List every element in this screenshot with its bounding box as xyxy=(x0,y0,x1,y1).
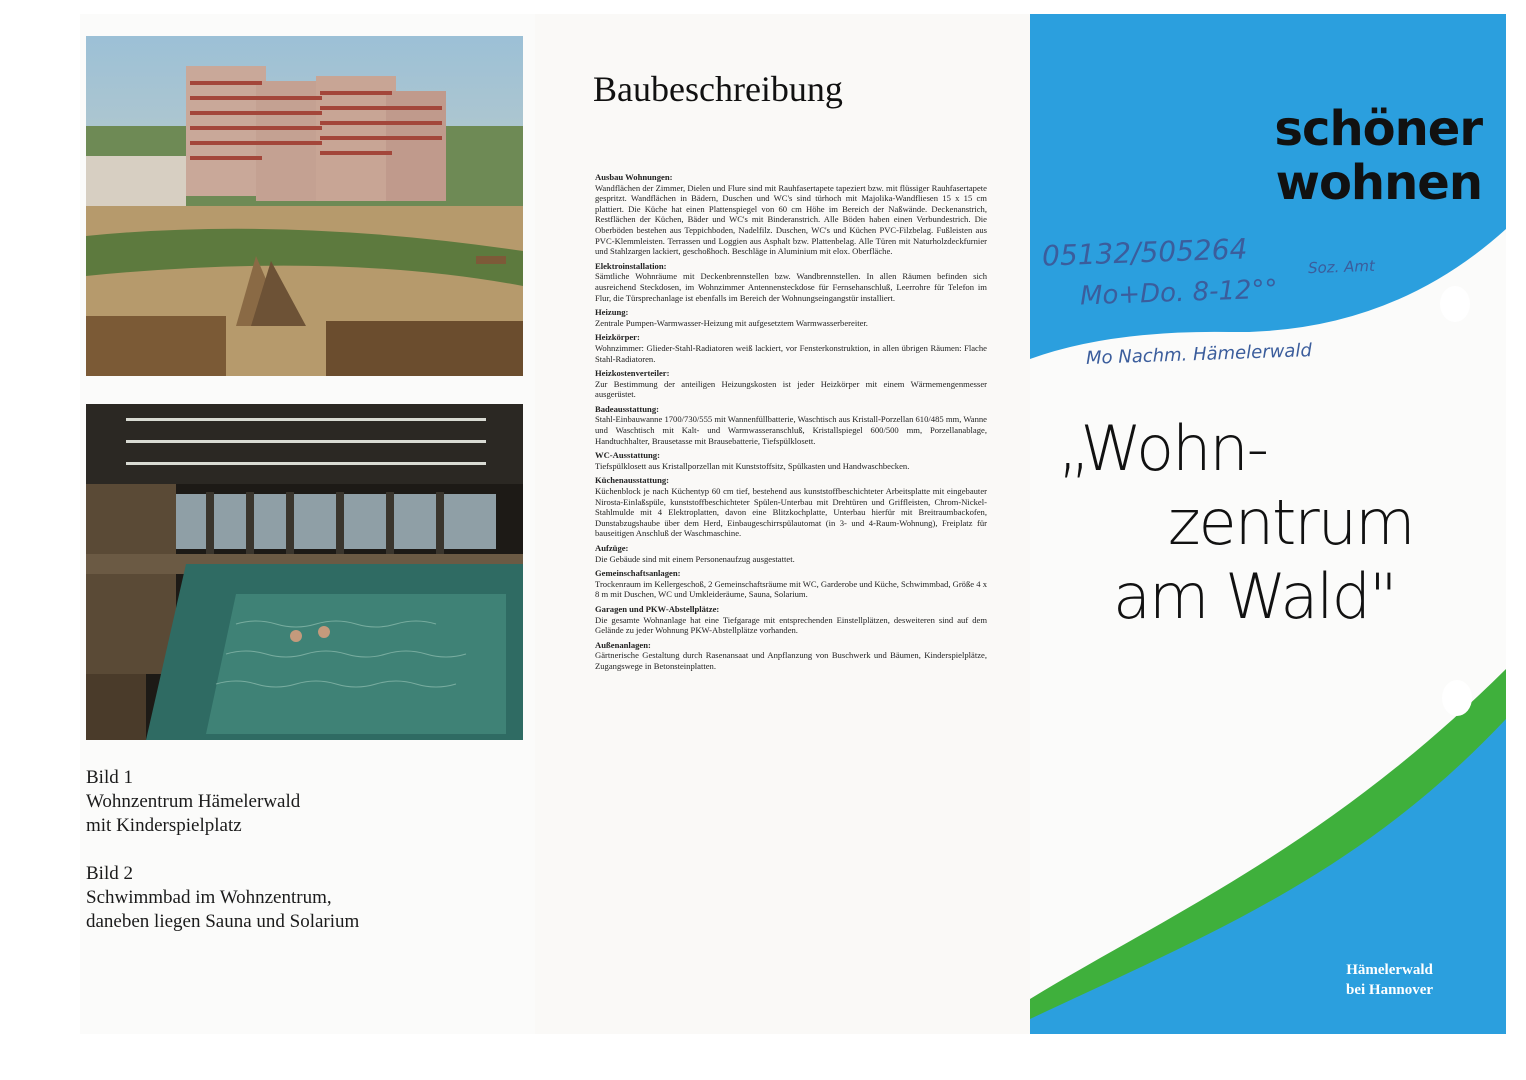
handwritten-hours: Mo+Do. 8-12°° xyxy=(1079,274,1279,312)
handwritten-note: Mo Nachm. Hämelerwald xyxy=(1085,340,1313,369)
headline-line-1: schöner xyxy=(1274,101,1482,157)
punch-hole-top xyxy=(1440,286,1470,322)
specification-list xyxy=(595,172,987,676)
spec-heading: Heizkörper: xyxy=(595,332,640,343)
spec-heading: Heizkostenverteiler: xyxy=(595,368,670,379)
spec-section xyxy=(595,261,987,303)
spec-text: Trockenraum im Kellergeschoß, 2 Gemeinschaftsräume mit WC, Garderobe und Küche, Schwimmbad, Größe 4 x 8 m mit Duschen, WC und Umkleideräume, Sauna, Solarium. xyxy=(595,578,987,600)
caption-2-line-1: Bild 2 xyxy=(86,863,133,884)
caption-2-line-3: daneben liegen Sauna und Solarium xyxy=(86,911,360,932)
spec-text: Stahl-Einbauwanne 1700/730/555 mit Wannenfüllbatterie, Waschtisch aus Kristall-Porzellan 610/485 mm, Wanne und Waschtisch mit Kalt- und Warmwasseranschluß, Kristallspiegel 600/500 mm, Porzellanablage, Handtuchhalter, Brausetasse mit Brausebatterie, Tiefspülklosett. xyxy=(595,414,987,446)
caption-photo-1 xyxy=(86,766,300,838)
cover-title xyxy=(1058,412,1413,634)
spec-text: Gärtnerische Gestaltung durch Rasenansaat und Anpflanzung von Buschwerk und Bäumen, Kinderspielplätze, Zugangswege in Betonsteinplatten. xyxy=(595,650,987,671)
title-line-1: „Wohn- xyxy=(1058,412,1268,485)
headline-line-2: wohnen xyxy=(1275,155,1482,211)
spec-section xyxy=(595,172,987,257)
caption-photo-2 xyxy=(86,862,359,934)
spec-heading: Garagen und PKW-Abstellplätze: xyxy=(595,603,720,614)
spec-section xyxy=(595,307,987,328)
spec-heading: Gemeinschaftsanlagen: xyxy=(595,568,681,579)
spec-section xyxy=(595,568,987,600)
spec-heading: Aufzüge: xyxy=(595,543,629,553)
caption-1-line-2: Wohnzentrum Hämelerwald xyxy=(86,791,301,812)
handwritten-phone: 05132/505264 xyxy=(1041,232,1248,273)
cover-location xyxy=(1346,960,1433,1000)
photo-swimming-pool xyxy=(86,404,523,740)
location-line-2: bei Hannover xyxy=(1346,982,1434,998)
spec-heading: WC-Ausstattung: xyxy=(595,450,660,461)
caption-1-line-1: Bild 1 xyxy=(86,767,133,788)
spec-text: Küchenblock je nach Küchentyp 60 cm tief, bestehend aus kunststoffbeschichteter Arbeitsplatte mit eingebauter Nirosta-Einlaßspüle, kunststoffbeschichteter Spülen-Unterbau mit Drehtüren und Griffleisten, Chrom-Nickel-Stahlmulde mit 4 Elektroplatten, davon eine Blitzkochplatte, Unterbau hierfür mit Breitraumbackofen, Dunstabzugshaube über dem Herd, Einbaugeschirrspülautomat (in 3- und 4-Raum-Wohnung), Freiplatz für bauseitigen Anschluß der Waschmaschine. xyxy=(595,486,987,539)
caption-1-line-3: mit Kinderspielplatz xyxy=(86,815,242,836)
spec-text: Wandflächen der Zimmer, Dielen und Flure sind mit Rauhfasertapete tapeziert bzw. mit flüssiger Rauhfasertapete gespritzt. Wandflächen in Bädern, Duschen und WC's sind türhoch mit Majolika-Wandfliesen 15 x 15 cm plattiert. Die Küche hat einen Plattenspiegel von 60 cm Höhe im Bereich der Naßwände. Deckenanstrich, Restflächen der Küchen, Bäder und WC's mit Binderanstrich. Alle Böden haben einen Verbundestrich. Die Oberböden bestehen aus Teppichboden, Nadelfilz. Duschen, WC's und Küchen PVC-Filzbelag. Fußleisten aus PVC-Klemmleisten. Terrassen und Loggien aus Asphalt bzw. Plattenbelag. Alle Türen mit Naturholzdeckfurnier und Stahlzargen lackiert, geschoßhoch. Beschläge in Aluminium mit elox. Oberfläche. xyxy=(595,182,987,257)
spec-heading: Küchenausstattung: xyxy=(595,475,670,486)
spec-heading: Heizung: xyxy=(595,307,629,318)
spec-heading: Elektroinstallation: xyxy=(595,260,667,271)
spec-section xyxy=(595,543,987,564)
spec-text: Zentrale Pumpen-Warmwasser-Heizung mit aufgesetztem Warmwasserbereiter. xyxy=(595,317,868,328)
punch-hole-bottom xyxy=(1442,680,1472,716)
photo-housing-complex xyxy=(86,36,523,376)
spec-section xyxy=(595,450,987,471)
spec-section xyxy=(595,604,987,636)
location-line-1: Hämelerwald xyxy=(1346,962,1433,978)
spec-section xyxy=(595,475,987,539)
handwritten-office: Soz. Amt xyxy=(1307,256,1376,278)
spec-section xyxy=(595,404,987,446)
cover-panel xyxy=(1030,14,1506,1034)
spec-section xyxy=(595,368,987,400)
spec-section xyxy=(595,332,987,364)
spec-heading: Außenanlagen: xyxy=(595,639,651,650)
caption-2-line-2: Schwimmbad im Wohnzentrum, xyxy=(86,887,332,908)
spec-text: Wohnzimmer: Glieder-Stahl-Radiatoren weiß lackiert, vor Fensterkonstruktion, in allen übrigen Räumen: Flache Stahl-Radiatoren. xyxy=(595,342,987,364)
spec-heading: Badeausstattung: xyxy=(595,403,659,414)
middle-panel xyxy=(535,14,1030,1034)
title-line-2: zentrum xyxy=(1168,486,1414,559)
spec-text: Die gesamte Wohnanlage hat eine Tiefgarage mit entsprechenden Einstellplätzen, desweiteren sind auf dem Gelände zu jeder Wohnung PKW-Abstellplätze vorhanden. xyxy=(595,614,987,636)
spec-text: Tiefspülklosett aus Kristallporzellan mit Kunststoffsitz, Spülkasten und Handwaschbecken. xyxy=(595,460,910,471)
left-panel xyxy=(80,14,535,1034)
cover-headline xyxy=(1142,102,1482,210)
spec-text: Zur Bestimmung der anteiligen Heizungskosten ist jeder Heizkörper mit einem Wärmemengenmesser ausgerüstet. xyxy=(595,378,987,400)
spec-text: Die Gebäude sind mit einem Personenaufzug ausgestattet. xyxy=(595,553,795,564)
spec-heading: Ausbau Wohnungen: xyxy=(595,172,673,182)
spec-text: Sämtliche Wohnräume mit Deckenbrennstellen bzw. Wandbrennstellen. In allen Räumen befinden sich ausreichend Steckdosen, im Wohnzimmer Antennensteckdose für Fernsehanschluß, Leerrohre für Telefon im Flur, die Türsprechanlage ist ebenfalls im Bereich der Wohnungseingangstür installiert. xyxy=(595,271,987,303)
title-line-3: am Wald" xyxy=(1113,560,1396,633)
section-title: Baubeschreibung xyxy=(593,69,843,109)
spec-section xyxy=(595,640,987,672)
